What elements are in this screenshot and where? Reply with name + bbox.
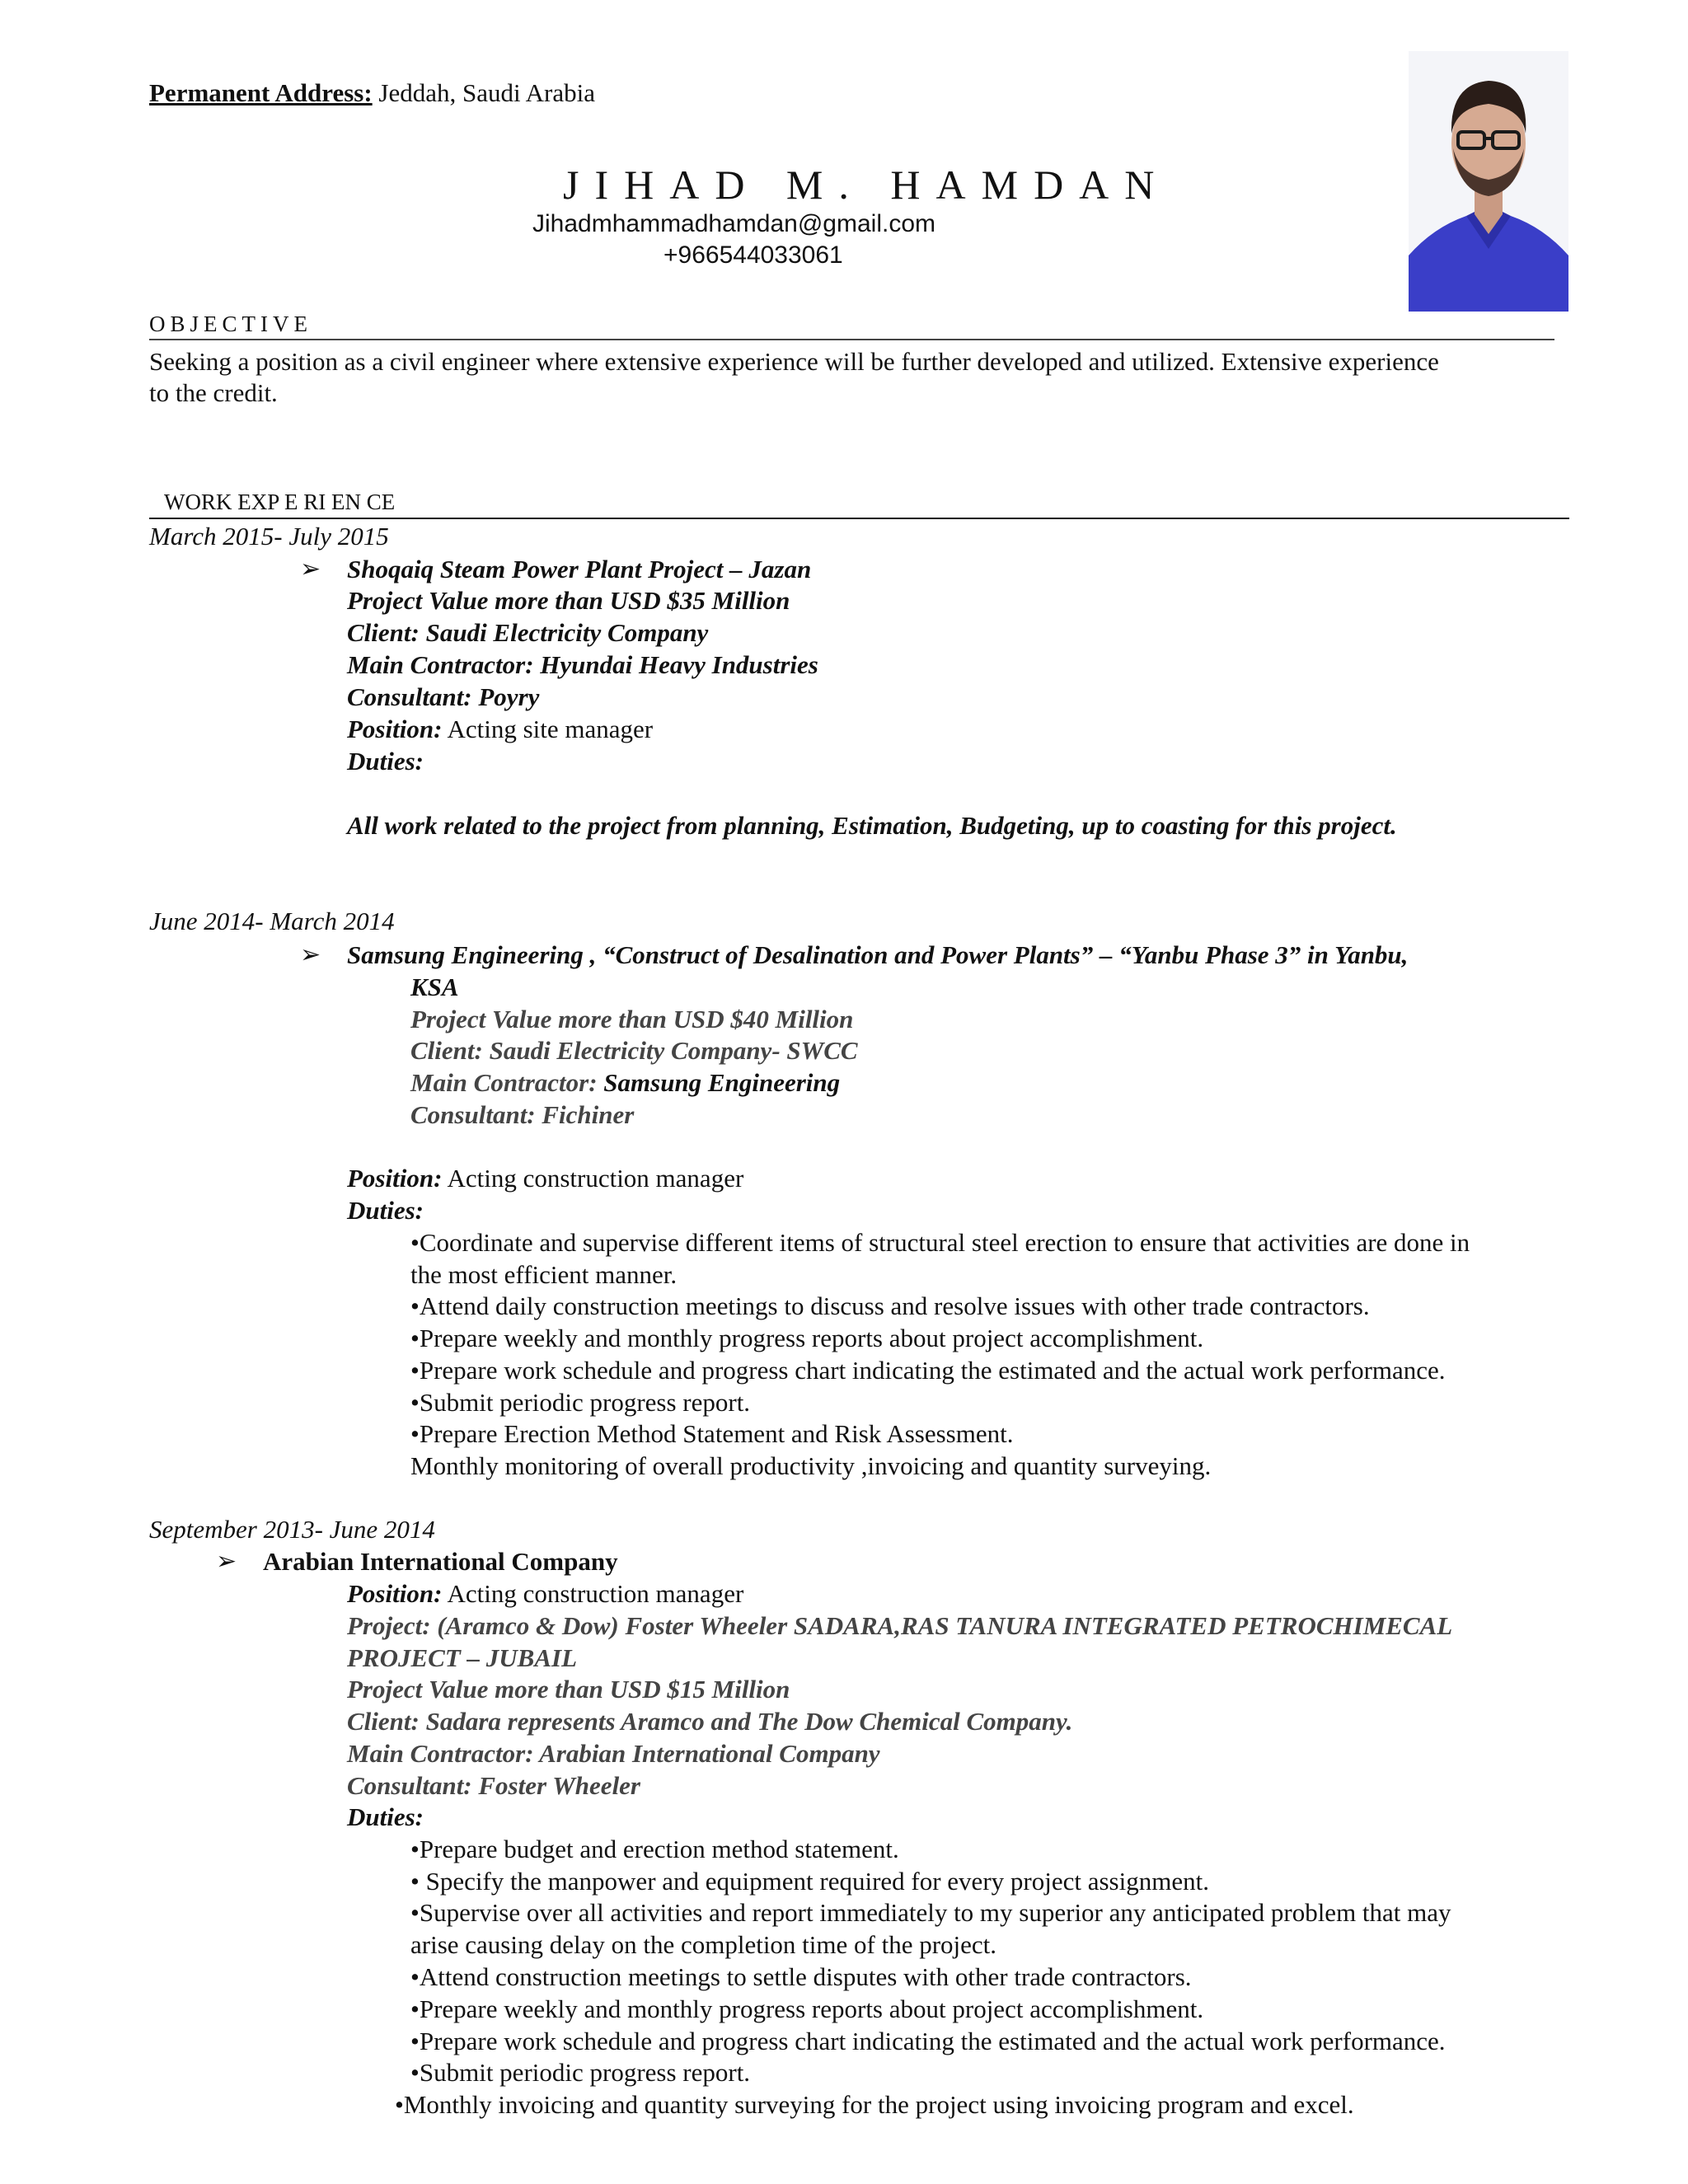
job-summary: All work related to the project from planning, Estimation, Budgeting, up to coasting for this project.: [347, 811, 1397, 840]
job-position: [347, 714, 653, 745]
duty-item: •Coordinate and supervise different items of structural steel erection to ensure that activities are done in: [410, 1228, 1470, 1257]
objective-heading: OBJECTIVE: [149, 312, 312, 336]
project-consultant: Consultant: Foster Wheeler: [347, 1771, 641, 1800]
portrait-photo: [1409, 51, 1568, 312]
duty-item: •Prepare budget and erection method statement.: [410, 1835, 899, 1863]
duty-item: •Prepare weekly and monthly progress reports about project accomplishment.: [410, 1324, 1204, 1352]
duty-item: •Prepare weekly and monthly progress reports about project accomplishment.: [410, 1994, 1204, 2023]
job-date: March 2015- July 2015: [149, 522, 389, 551]
duties-label: Duties:: [347, 1196, 424, 1225]
duties-label: Duties:: [347, 747, 424, 776]
objective-line: Seeking a position as a civil engineer where extensive experience will be further developed and utilized. Extensive experience: [149, 347, 1439, 376]
position-label: Position:: [347, 715, 443, 743]
project-client: Client: Saudi Electricity Company- SWCC: [410, 1036, 858, 1065]
position-label: Position:: [347, 1579, 443, 1608]
duty-item: •Submit periodic progress report.: [410, 2058, 751, 2087]
project-consultant: Consultant: Poyry: [347, 682, 540, 711]
duty-item: •Submit periodic progress report.: [410, 1388, 751, 1417]
company-name: Arabian International Company: [263, 1547, 618, 1576]
permanent-address: [149, 77, 595, 109]
duty-item: •Attend construction meetings to settle disputes with other trade contractors.: [410, 1962, 1192, 1991]
project-value: Project Value more than USD $15 Million: [347, 1675, 790, 1704]
contractor-label: Main Contractor:: [410, 1068, 598, 1097]
objective-divider: [149, 339, 1554, 340]
duty-item-last: •Monthly invoicing and quantity surveying for the project using invoicing program and excel.: [395, 2090, 1354, 2119]
duties-label: Duties:: [347, 1802, 424, 1831]
position-value: Acting construction manager: [442, 1164, 744, 1193]
duty-item: •Attend daily construction meetings to discuss and resolve issues with other trade contractors.: [410, 1291, 1370, 1320]
arrow-bullet-icon: ➢: [300, 555, 321, 583]
project-value: Project Value more than USD $40 Million: [410, 1005, 854, 1033]
duty-item: Monthly monitoring of overall productivity ,invoicing and quantity surveying.: [410, 1451, 1212, 1480]
project-client: Client: Saudi Electricity Company: [347, 618, 709, 647]
project-contractor: Main Contractor: Hyundai Heavy Industries: [347, 650, 818, 679]
portrait-photo-icon: [1409, 51, 1568, 312]
position-value: Acting site manager: [442, 715, 654, 743]
job-date: June 2014- March 2014: [149, 907, 395, 935]
position-label: Position:: [347, 1164, 443, 1193]
project-title-continued: KSA: [410, 972, 459, 1001]
arrow-bullet-icon: ➢: [216, 1547, 237, 1576]
duty-item: •Prepare work schedule and progress chart indicating the estimated and the actual work performance.: [410, 1356, 1446, 1385]
work-experience-divider: [149, 518, 1569, 519]
duty-item: arise causing delay on the completion time of the project.: [410, 1930, 997, 1959]
job-date: September 2013- June 2014: [149, 1515, 435, 1544]
job-position: [347, 1578, 743, 1610]
project-title: Shoqaiq Steam Power Plant Project – Jazan: [347, 555, 812, 583]
candidate-name: JIHAD M. HAMDAN: [563, 162, 1170, 208]
objective-line: to the credit.: [149, 378, 278, 407]
phone-number: +966544033061: [663, 241, 843, 269]
project-title: Samsung Engineering , “Construct of Desalination and Power Plants” – “Yanbu Phase 3” in Yanbu,: [347, 940, 1409, 969]
email-address: Jihadmhammadhamdan@gmail.com: [532, 210, 935, 237]
duty-item: •Prepare work schedule and progress chart indicating the estimated and the actual work performance.: [410, 2027, 1446, 2055]
duty-item: •Supervise over all activities and report immediately to my superior any anticipated problem that may: [410, 1898, 1451, 1927]
project-contractor: [410, 1067, 840, 1099]
project-name-continued: PROJECT – JUBAIL: [347, 1643, 578, 1672]
contractor-value: Samsung Engineering: [597, 1068, 841, 1097]
address-value: Jeddah, Saudi Arabia: [372, 78, 595, 107]
arrow-bullet-icon: ➢: [300, 940, 321, 969]
duty-item: the most efficient manner.: [410, 1260, 678, 1289]
project-contractor: Main Contractor: Arabian International Company: [347, 1739, 880, 1768]
project-value: Project Value more than USD $35 Million: [347, 586, 790, 615]
project-name: Project: (Aramco & Dow) Foster Wheeler SADARA,RAS TANURA INTEGRATED PETROCHIMECAL: [347, 1611, 1453, 1640]
project-consultant: Consultant: Fichiner: [410, 1100, 635, 1129]
position-value: Acting construction manager: [442, 1579, 744, 1608]
job-position: [347, 1163, 743, 1194]
address-label: Permanent Address:: [149, 78, 373, 107]
work-experience-heading: WORK EXP E RI EN CE: [164, 490, 396, 514]
project-client: Client: Sadara represents Aramco and The Dow Chemical Company.: [347, 1707, 1073, 1736]
duty-item: • Specify the manpower and equipment required for every project assignment.: [410, 1867, 1209, 1896]
duty-item: •Prepare Erection Method Statement and Risk Assessment.: [410, 1419, 1014, 1448]
